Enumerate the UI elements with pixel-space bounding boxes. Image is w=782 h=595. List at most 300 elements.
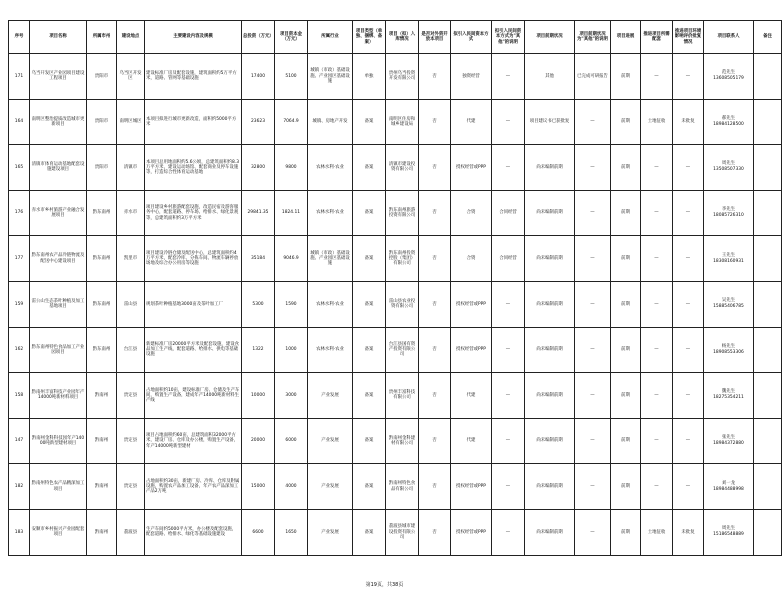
cell-text: 20000: [251, 438, 265, 444]
cell-contact: [704, 236, 754, 282]
cell-site: [117, 190, 145, 236]
cell-text: 赤水市: [123, 210, 138, 216]
cell-invest: [242, 373, 275, 419]
cell-type: [353, 145, 386, 191]
cell-content: [145, 464, 242, 510]
cell-text: 否: [432, 438, 437, 444]
cell-city: [87, 327, 117, 373]
cell-text: 182: [14, 484, 24, 490]
cell-status: [525, 464, 575, 510]
cell-text: —: [654, 347, 659, 353]
cell-industry: [308, 99, 353, 145]
cell-support: [641, 281, 673, 327]
column-header: 项目前期状况为"其他"的说明: [575, 21, 611, 54]
table-row: [9, 509, 782, 555]
contact-phone: 18984372880: [713, 441, 744, 447]
column-header: 所属行业: [308, 21, 353, 54]
column-header: 总投资（万元）: [242, 21, 275, 54]
contact-phone: 18275354211: [713, 395, 744, 401]
cell-text: 171: [14, 73, 24, 79]
contact-phone: 18308160931: [713, 258, 744, 264]
cell-text: 城镇（市政）基础设施、产业园区基础设施: [310, 250, 350, 267]
cell-status-other: [575, 509, 611, 555]
cell-text: 黔南州: [94, 438, 109, 444]
column-header: 项目资本金（万元）: [275, 21, 308, 54]
cell-text: 清镇市建设投资有限公司: [388, 162, 416, 173]
cell-text: —: [505, 392, 511, 398]
cell-text: 177: [14, 256, 24, 262]
cell-text: 黔东南州旅游投资有限公司: [388, 207, 416, 219]
cell-text: 合同经营: [499, 256, 517, 262]
cell-text: 清镇市: [123, 164, 138, 170]
cell-text: 7064.9: [283, 119, 299, 125]
cell-text: 35184: [251, 256, 265, 262]
cell-text: 贵定县: [123, 392, 138, 398]
cell-text: 前期: [621, 256, 630, 262]
cell-text: 前期: [621, 301, 630, 307]
cell-text: 农林水利·农业: [316, 164, 344, 170]
cell-status: [525, 327, 575, 373]
cell-storage: [386, 373, 419, 419]
cell-env: [673, 54, 704, 100]
contact-name: 魏先生: [721, 389, 736, 395]
cell-text: 台江县国有资产投资有限公司: [388, 342, 416, 358]
cell-text: —: [505, 484, 511, 490]
cell-text: 产业发展: [321, 484, 339, 490]
column-header: 项目名称: [30, 21, 87, 54]
cell-support: [641, 418, 673, 464]
cell-method: [451, 509, 492, 555]
cell-text: 未批复: [681, 529, 695, 535]
cell-status-other: [575, 190, 611, 236]
cell-text: 南明区住房和城乡建设局: [388, 116, 416, 127]
cell-text: 1322: [252, 347, 264, 353]
cell-text: —: [654, 210, 659, 216]
cell-text: 本项目拟进行城市更新改造，面积约5000平方米: [146, 116, 237, 127]
cell-type: [353, 464, 386, 510]
cell-text: 黔南州特色食品有限公司: [388, 481, 416, 492]
cell-text: —: [590, 529, 595, 535]
contact-name: 李先生: [721, 207, 736, 213]
cell-remark: [754, 373, 782, 419]
table-row: [9, 418, 782, 464]
cell-text: 否: [432, 256, 437, 262]
table-row: [9, 236, 782, 282]
cell-progress: [611, 236, 641, 282]
table-row: [9, 281, 782, 327]
cell-text: —: [505, 529, 511, 535]
cell-text: 黔东南州农产品冷链物流及配送中心建设项目: [31, 253, 85, 264]
cell-capital: [275, 418, 308, 464]
cell-text: 前期: [621, 73, 630, 79]
cell-remark: [754, 190, 782, 236]
cell-text: 贵阳市: [94, 73, 109, 79]
cell-text: 新建标准厂房20000平方米及配套设施，建设食品加工生产线，配套道路、给排水、供电等基础设施: [146, 342, 240, 358]
cell-storage: [386, 418, 419, 464]
cell-method: [451, 281, 492, 327]
cell-text: 贵阳市: [94, 119, 109, 125]
column-header: 项目前期状况: [525, 21, 575, 54]
column-header: 拟引入民间资本方式为"其他"的说明: [492, 21, 525, 54]
cell-text: 凯里市: [123, 256, 138, 262]
cell-progress: [611, 54, 641, 100]
cell-city: [87, 145, 117, 191]
cell-city: [87, 54, 117, 100]
cell-text: 否: [432, 484, 437, 490]
cell-text: 农林水利·农业: [316, 301, 344, 307]
cell-text: 尚未编制前期: [536, 210, 563, 216]
cell-progress: [611, 327, 641, 373]
table-row: [9, 327, 782, 373]
cell-text: 否: [432, 73, 437, 79]
cell-type: [353, 54, 386, 100]
cell-text: 产业发展: [321, 438, 339, 444]
cell-invest: [242, 190, 275, 236]
cell-text: 产业发展: [321, 529, 339, 535]
cell-text: 1000: [285, 347, 297, 353]
cell-content: [145, 99, 242, 145]
header-row: [9, 21, 782, 54]
cell-no: [9, 509, 30, 555]
cell-other: [492, 236, 525, 282]
cell-capital: [275, 327, 308, 373]
cell-text: 32800: [251, 164, 265, 170]
cell-text: 29841.35: [247, 210, 269, 216]
cell-text: 农林水利·农业: [316, 347, 344, 353]
cell-other: [492, 99, 525, 145]
cell-text: 1590: [285, 301, 297, 307]
cell-method: [451, 373, 492, 419]
cell-content: [145, 418, 242, 464]
cell-storage: [386, 327, 419, 373]
cell-capital: [275, 99, 308, 145]
cell-text: 项目建议书已获批复: [529, 119, 570, 125]
cell-text: 尚未编制前期: [536, 164, 563, 170]
contact-name: 刘一龙: [721, 480, 736, 486]
cell-status: [525, 236, 575, 282]
contact-name: 张先生: [721, 435, 736, 441]
cell-text: 单独: [364, 73, 374, 79]
cell-text: 备案: [364, 438, 374, 444]
cell-text: 备案: [364, 392, 374, 398]
cell-text: 城镇（市政）基础设施、产业园区基础设施: [310, 68, 350, 84]
cell-progress: [611, 145, 641, 191]
table-row: [9, 190, 782, 236]
cell-status-other: [575, 54, 611, 100]
cell-industry: [308, 509, 353, 555]
cell-capital: [275, 509, 308, 555]
cell-text: 授权经营或PPP: [456, 484, 486, 490]
cell-content: [145, 190, 242, 236]
table-header: [9, 21, 782, 54]
cell-text: —: [505, 119, 511, 125]
cell-content: [145, 54, 242, 100]
cell-contact: [704, 464, 754, 510]
cell-text: 黔南州: [94, 484, 109, 490]
cell-method: [451, 190, 492, 236]
cell-name: [30, 327, 87, 373]
cell-text: 10000: [251, 392, 265, 398]
cell-text: 备案: [364, 164, 374, 170]
cell-text: 否: [432, 392, 437, 398]
cell-text: 黔南州金科科技园年产14000吨新型建材项目: [31, 435, 85, 447]
column-header: 是否对外资开放本项目: [419, 21, 451, 54]
cell-type: [353, 418, 386, 464]
project-table: [8, 20, 782, 556]
contact-name: 周先生: [721, 161, 736, 167]
page-footer: 第19页，共38页: [365, 582, 404, 588]
cell-no: [9, 464, 30, 510]
cell-other: [492, 464, 525, 510]
cell-text: 雷山县: [123, 301, 138, 307]
column-header: 推进项目所需配套: [641, 21, 673, 54]
cell-status-other: [575, 327, 611, 373]
cell-text: 3000: [285, 392, 297, 398]
cell-capital: [275, 236, 308, 282]
cell-remark: [754, 54, 782, 100]
cell-type: [353, 327, 386, 373]
cell-text: 其他: [545, 73, 554, 79]
column-header: 推进项目环境影响评价批复情况: [673, 21, 704, 54]
cell-name: [30, 190, 87, 236]
cell-progress: [611, 373, 641, 419]
cell-text: 独资经营: [462, 73, 480, 79]
cell-text: 5300: [252, 301, 264, 307]
cell-text: —: [505, 438, 511, 444]
cell-storage: [386, 236, 419, 282]
cell-env: [673, 464, 704, 510]
cell-storage: [386, 281, 419, 327]
cell-text: 项目占地面积约60亩，总建筑面积32000平方米，建设厂房、仓库及办公楼，购置生产设备，年产14000吨新型建材: [146, 433, 239, 449]
cell-status: [525, 373, 575, 419]
table-row: [9, 464, 782, 510]
cell-text: 尚未编制前期: [536, 301, 563, 307]
cell-text: 前期: [621, 210, 630, 216]
cell-city: [87, 418, 117, 464]
cell-text: 否: [432, 529, 437, 535]
cell-capital: [275, 281, 308, 327]
cell-site: [117, 236, 145, 282]
cell-site: [117, 418, 145, 464]
cell-text: 合同经营: [499, 210, 517, 216]
cell-text: 乌当开发区产业园项目建设工程项目: [31, 71, 85, 82]
cell-foreign: [419, 327, 451, 373]
cell-contact: [704, 190, 754, 236]
cell-text: —: [505, 301, 511, 307]
cell-other: [492, 327, 525, 373]
cell-status-other: [575, 281, 611, 327]
cell-text: 贵定县: [123, 484, 138, 490]
cell-text: 159: [14, 301, 24, 307]
cell-support: [641, 145, 673, 191]
cell-other: [492, 509, 525, 555]
cell-support: [641, 509, 673, 555]
cell-text: 备案: [364, 347, 374, 353]
contact-name: 吴先生: [721, 298, 736, 304]
cell-text: 本项目总用地面积约5.6公顷，总建筑面积约8.3万平方米，建设运动场馆、配套商业及停车设施等，打造综合性体育运动基地: [146, 159, 239, 176]
cell-text: —: [505, 73, 511, 79]
cell-remark: [754, 418, 782, 464]
cell-name: [30, 464, 87, 510]
cell-content: [145, 281, 242, 327]
cell-type: [353, 190, 386, 236]
cell-text: 乌当区开发区: [119, 71, 142, 82]
cell-text: 授权经营或PPP: [456, 301, 486, 307]
table-row: [9, 373, 782, 419]
cell-text: —: [654, 73, 659, 79]
cell-industry: [308, 464, 353, 510]
cell-text: 黔南州金科建材有限公司: [388, 435, 416, 447]
cell-name: [30, 236, 87, 282]
cell-text: 贵阳市: [94, 164, 109, 170]
cell-text: 黔东南州: [92, 301, 111, 307]
cell-text: 合资: [466, 210, 476, 216]
cell-text: 1824.11: [281, 210, 301, 216]
cell-text: 否: [432, 347, 437, 353]
cell-progress: [611, 464, 641, 510]
cell-text: 147: [14, 438, 24, 444]
cell-other: [492, 418, 525, 464]
cell-text: —: [590, 484, 595, 490]
cell-industry: [308, 281, 353, 327]
cell-text: 占地面积约30亩，新建厂房、冷库、仓库及附属设施，购置农产品加工设备，年产农产品深加工产品2万吨: [146, 478, 240, 495]
cell-text: 9046.9: [283, 256, 299, 262]
cell-text: 安顺市乡村振兴产业园配套项目: [31, 527, 85, 538]
cell-capital: [275, 145, 308, 191]
cell-contact: [704, 145, 754, 191]
cell-text: —: [685, 210, 691, 216]
cell-city: [87, 464, 117, 510]
cell-text: 备案: [364, 210, 374, 216]
cell-city: [87, 236, 117, 282]
cell-invest: [242, 99, 275, 145]
cell-storage: [386, 509, 419, 555]
cell-name: [30, 373, 87, 419]
cell-text: 授权经营或PPP: [456, 529, 486, 535]
cell-site: [117, 281, 145, 327]
cell-text: 备案: [364, 301, 374, 307]
cell-type: [353, 236, 386, 282]
cell-status-other: [575, 373, 611, 419]
cell-contact: [704, 327, 754, 373]
cell-text: 清镇市体育运动基地配套设施建设项目: [31, 162, 85, 173]
cell-text: 尚未编制前期: [536, 347, 563, 353]
cell-text: 未批复: [681, 119, 695, 125]
cell-text: 南明区城区: [119, 119, 142, 125]
cell-text: 黔东南州: [92, 210, 111, 216]
cell-name: [30, 54, 87, 100]
cell-text: —: [685, 256, 691, 262]
cell-text: 否: [432, 301, 437, 307]
investment-project-table-sheet: [8, 20, 782, 556]
cell-text: 城镇、房地产开发: [312, 119, 348, 125]
cell-text: 贵州乌当投资开发有限公司: [388, 71, 416, 82]
cell-name: [30, 418, 87, 464]
contact-phone: 18908553306: [713, 349, 744, 355]
cell-city: [87, 99, 117, 145]
cell-text: —: [505, 164, 511, 170]
cell-text: 建设标准厂房及配套设施，建筑面积约5万平方米，道路、管网等基础设施: [146, 71, 237, 82]
cell-support: [641, 373, 673, 419]
cell-text: —: [685, 164, 691, 170]
cell-foreign: [419, 509, 451, 555]
cell-other: [492, 373, 525, 419]
cell-text: 土地征收: [647, 119, 666, 125]
cell-invest: [242, 509, 275, 555]
cell-contact: [704, 281, 754, 327]
cell-text: 4000: [285, 484, 297, 490]
cell-text: 备案: [364, 256, 374, 262]
contact-phone: 18984128500: [713, 121, 744, 127]
cell-site: [117, 464, 145, 510]
cell-text: 合资: [466, 256, 476, 262]
cell-text: 台江县: [123, 347, 138, 353]
cell-text: —: [505, 347, 511, 353]
cell-invest: [242, 327, 275, 373]
cell-status: [525, 190, 575, 236]
cell-text: 项目建设冷链仓储及配送中心，总建筑面积约4万平方米，配套冷库、分拣车间、物流车辆停放场地及综合办公用房等设施: [146, 250, 239, 267]
cell-text: 否: [432, 210, 437, 216]
cell-contact: [704, 54, 754, 100]
column-header: 序号: [9, 21, 30, 54]
cell-text: 备案: [364, 529, 374, 535]
cell-other: [492, 281, 525, 327]
cell-other: [492, 54, 525, 100]
cell-method: [451, 327, 492, 373]
cell-no: [9, 418, 30, 464]
cell-industry: [308, 145, 353, 191]
cell-remark: [754, 99, 782, 145]
column-header: 备注: [754, 21, 782, 54]
cell-storage: [386, 99, 419, 145]
cell-text: 前期: [621, 347, 630, 353]
cell-text: —: [590, 164, 595, 170]
cell-name: [30, 99, 87, 145]
cell-foreign: [419, 236, 451, 282]
cell-no: [9, 145, 30, 191]
cell-site: [117, 145, 145, 191]
column-header: 项目（拟）入库情况: [386, 21, 419, 54]
cell-status-other: [575, 418, 611, 464]
contact-phone: 18085726310: [713, 213, 744, 219]
cell-text: 前期: [621, 438, 630, 444]
cell-text: 赤水市乡村旅游产业融合发展项目: [31, 207, 85, 219]
cell-text: 前期: [621, 119, 630, 125]
cell-site: [117, 373, 145, 419]
cell-remark: [754, 145, 782, 191]
cell-content: [145, 509, 242, 555]
cell-text: 项目建设乡村旅游配套设施，改造民宿及游客服务中心，配套道路、停车场、给排水、绿化景观等，总建筑面积约3万平方米: [146, 205, 239, 221]
cell-status-other: [575, 99, 611, 145]
cell-text: 土地征收: [647, 529, 666, 535]
cell-type: [353, 509, 386, 555]
cell-text: 否: [432, 164, 437, 170]
cell-status-other: [575, 145, 611, 191]
cell-no: [9, 54, 30, 100]
cell-status: [525, 509, 575, 555]
cell-city: [87, 190, 117, 236]
cell-text: 9800: [285, 164, 297, 170]
cell-capital: [275, 190, 308, 236]
cell-method: [451, 236, 492, 282]
cell-text: 代建: [466, 119, 476, 125]
cell-text: 尚未编制前期: [536, 484, 563, 490]
column-header: 项目类型（单独、捆绑、备案）: [353, 21, 386, 54]
column-header: 项目联系人: [704, 21, 754, 54]
cell-foreign: [419, 190, 451, 236]
cell-storage: [386, 145, 419, 191]
cell-site: [117, 327, 145, 373]
